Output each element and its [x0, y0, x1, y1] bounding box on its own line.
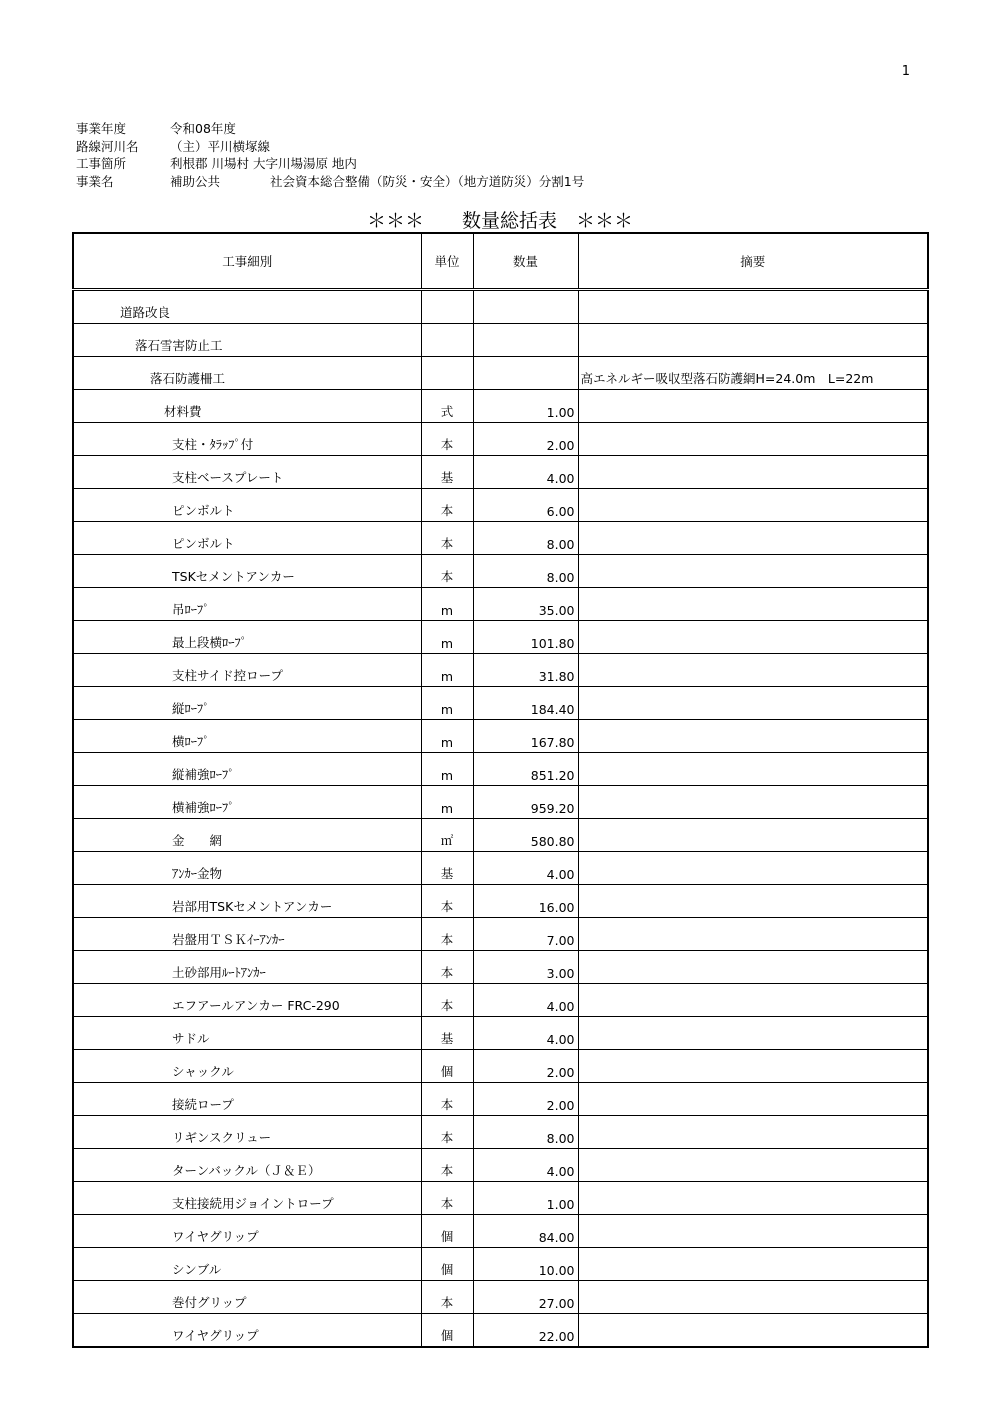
- qty-cell: 31.80: [473, 654, 578, 687]
- table-row: [73, 1182, 928, 1215]
- remark-cell: [578, 423, 928, 456]
- meta-value: （主）平川横塚線: [170, 138, 271, 154]
- unit-cell: m: [421, 621, 473, 654]
- remark-cell: [578, 951, 928, 984]
- unit-cell: 本: [421, 951, 473, 984]
- header-remark: 摘要: [578, 233, 928, 290]
- remark-cell: [578, 456, 928, 489]
- table-row: [73, 852, 928, 885]
- item-cell: ワイヤグリップ: [73, 1314, 421, 1348]
- qty-cell: 2.00: [473, 1083, 578, 1116]
- project-meta: [76, 120, 584, 190]
- item-cell: シンブル: [73, 1248, 421, 1281]
- table-row: [73, 951, 928, 984]
- table-row: [73, 621, 928, 654]
- qty-cell: 2.00: [473, 1050, 578, 1083]
- meta-row: [76, 155, 584, 173]
- item-cell: 横ﾛｰﾌﾟ: [73, 720, 421, 753]
- remark-cell: [578, 819, 928, 852]
- unit-cell: 本: [421, 918, 473, 951]
- remark-cell: [578, 290, 928, 324]
- qty-cell: 1.00: [473, 1182, 578, 1215]
- table-row: [73, 1149, 928, 1182]
- meta-value: 補助公共 社会資本総合整備（防災・安全）（地方道防災）分割1号: [170, 173, 585, 189]
- unit-cell: 本: [421, 1116, 473, 1149]
- item-cell: 金 網: [73, 819, 421, 852]
- item-cell: 縦ﾛｰﾌﾟ: [73, 687, 421, 720]
- table-row: [73, 1248, 928, 1281]
- unit-cell: m: [421, 588, 473, 621]
- item-cell: 岩部用TSKセメントアンカー: [73, 885, 421, 918]
- unit-cell: m: [421, 654, 473, 687]
- remark-cell: [578, 687, 928, 720]
- header-item: 工事細別: [73, 233, 421, 290]
- qty-cell: 2.00: [473, 423, 578, 456]
- remark-cell: [578, 1182, 928, 1215]
- unit-cell: 本: [421, 1182, 473, 1215]
- remark-cell: [578, 588, 928, 621]
- item-cell: ターンバックル（Ｊ＆Ｅ）: [73, 1149, 421, 1182]
- remark-cell: [578, 390, 928, 423]
- remark-cell: 高エネルギー吸収型落石防護網H=24.0m L=22m: [578, 357, 928, 390]
- table-row: [73, 687, 928, 720]
- item-cell: 最上段横ﾛｰﾌﾟ: [73, 621, 421, 654]
- meta-value: 令和08年度: [170, 121, 236, 136]
- meta-row: [76, 120, 584, 138]
- remark-cell: [578, 753, 928, 786]
- remark-cell: [578, 984, 928, 1017]
- meta-label: 路線河川名: [76, 138, 139, 154]
- qty-cell: 8.00: [473, 522, 578, 555]
- table-row: [73, 456, 928, 489]
- unit-cell: 本: [421, 555, 473, 588]
- item-cell: 巻付グリップ: [73, 1281, 421, 1314]
- unit-cell: m: [421, 786, 473, 819]
- item-cell: 道路改良: [73, 290, 421, 324]
- remark-cell: [578, 1281, 928, 1314]
- unit-cell: 個: [421, 1050, 473, 1083]
- qty-cell: 8.00: [473, 1116, 578, 1149]
- meta-value: 利根郡 川場村 大字川場湯原 地内: [170, 156, 357, 171]
- unit-cell: 個: [421, 1314, 473, 1348]
- remark-cell: [578, 1215, 928, 1248]
- unit-cell: 本: [421, 984, 473, 1017]
- meta-row: [76, 138, 584, 156]
- table-row: [73, 1314, 928, 1348]
- table-row: [73, 1017, 928, 1050]
- table-row: [73, 885, 928, 918]
- unit-cell: 個: [421, 1215, 473, 1248]
- table-row: [73, 1281, 928, 1314]
- qty-cell: [473, 290, 578, 324]
- unit-cell: 本: [421, 522, 473, 555]
- remark-cell: [578, 852, 928, 885]
- remark-cell: [578, 1149, 928, 1182]
- meta-label: 事業名: [76, 173, 114, 189]
- qty-cell: 167.80: [473, 720, 578, 753]
- remark-cell: [578, 522, 928, 555]
- item-cell: 岩盤用ＴＳＫｲｰｱﾝｶｰ: [73, 918, 421, 951]
- item-cell: 落石雪害防止工: [73, 324, 421, 357]
- item-cell: 支柱・ﾀﾗｯﾌﾟ付: [73, 423, 421, 456]
- table-row: [73, 918, 928, 951]
- qty-cell: 4.00: [473, 1017, 578, 1050]
- qty-cell: 6.00: [473, 489, 578, 522]
- remark-cell: [578, 621, 928, 654]
- qty-cell: [473, 324, 578, 357]
- qty-cell: 4.00: [473, 1149, 578, 1182]
- meta-label: 工事箇所: [76, 156, 127, 171]
- table-row: [73, 489, 928, 522]
- unit-cell: 本: [421, 885, 473, 918]
- table-row: [73, 786, 928, 819]
- table-row: [73, 819, 928, 852]
- unit-cell: m: [421, 687, 473, 720]
- item-cell: エフアールアンカー FRC-290: [73, 984, 421, 1017]
- qty-cell: 27.00: [473, 1281, 578, 1314]
- unit-cell: [421, 357, 473, 390]
- unit-cell: 本: [421, 423, 473, 456]
- table-row: [73, 357, 928, 390]
- table-row: [73, 720, 928, 753]
- remark-cell: [578, 786, 928, 819]
- remark-cell: [578, 1116, 928, 1149]
- item-cell: ピンボルト: [73, 522, 421, 555]
- table-row: [73, 1083, 928, 1116]
- table-row: [73, 588, 928, 621]
- item-cell: 支柱ベースプレート: [73, 456, 421, 489]
- table-row: [73, 390, 928, 423]
- remark-cell: [578, 1017, 928, 1050]
- item-cell: 土砂部用ﾙｰﾄｱﾝｶｰ: [73, 951, 421, 984]
- item-cell: 横補強ﾛｰﾌﾟ: [73, 786, 421, 819]
- unit-cell: 基: [421, 456, 473, 489]
- remark-cell: [578, 1083, 928, 1116]
- page-number: 1: [901, 64, 910, 79]
- qty-cell: 4.00: [473, 852, 578, 885]
- unit-cell: 基: [421, 852, 473, 885]
- qty-cell: 4.00: [473, 456, 578, 489]
- qty-cell: 22.00: [473, 1314, 578, 1348]
- remark-cell: [578, 489, 928, 522]
- document-title: ＊＊＊ 数量総括表 ＊＊＊: [366, 210, 633, 232]
- qty-cell: 35.00: [473, 588, 578, 621]
- table-row: [73, 1050, 928, 1083]
- item-cell: 縦補強ﾛｰﾌﾟ: [73, 753, 421, 786]
- qty-cell: [473, 357, 578, 390]
- qty-cell: 959.20: [473, 786, 578, 819]
- qty-cell: 1.00: [473, 390, 578, 423]
- qty-cell: 8.00: [473, 555, 578, 588]
- header-unit: 単位: [421, 233, 473, 290]
- table-row: [73, 555, 928, 588]
- qty-cell: 4.00: [473, 984, 578, 1017]
- remark-cell: [578, 654, 928, 687]
- item-cell: ピンボルト: [73, 489, 421, 522]
- table-row: [73, 423, 928, 456]
- remark-cell: [578, 1050, 928, 1083]
- qty-cell: 84.00: [473, 1215, 578, 1248]
- item-cell: 落石防護柵工: [73, 357, 421, 390]
- item-cell: シャックル: [73, 1050, 421, 1083]
- item-cell: 支柱接続用ジョイントロープ: [73, 1182, 421, 1215]
- remark-cell: [578, 1248, 928, 1281]
- unit-cell: 本: [421, 489, 473, 522]
- table-row: [73, 1215, 928, 1248]
- item-cell: 支柱サイド控ロープ: [73, 654, 421, 687]
- meta-label: 事業年度: [76, 121, 127, 136]
- qty-cell: 3.00: [473, 951, 578, 984]
- item-cell: TSKセメントアンカー: [73, 555, 421, 588]
- unit-cell: 本: [421, 1083, 473, 1116]
- unit-cell: m: [421, 753, 473, 786]
- qty-cell: 10.00: [473, 1248, 578, 1281]
- item-cell: 接続ロープ: [73, 1083, 421, 1116]
- unit-cell: 式: [421, 390, 473, 423]
- remark-cell: [578, 720, 928, 753]
- qty-cell: 580.80: [473, 819, 578, 852]
- table-row: [73, 984, 928, 1017]
- qty-cell: 184.40: [473, 687, 578, 720]
- table-row: [73, 522, 928, 555]
- header-quantity: 数量: [473, 233, 578, 290]
- unit-cell: m: [421, 720, 473, 753]
- unit-cell: [421, 290, 473, 324]
- qty-cell: 7.00: [473, 918, 578, 951]
- unit-cell: ㎡: [421, 819, 473, 852]
- remark-cell: [578, 918, 928, 951]
- table-row: [73, 290, 928, 324]
- table-row: [73, 1116, 928, 1149]
- remark-cell: [578, 1314, 928, 1348]
- unit-cell: 本: [421, 1149, 473, 1182]
- qty-cell: 16.00: [473, 885, 578, 918]
- quantity-summary-table: [72, 232, 929, 1348]
- remark-cell: [578, 324, 928, 357]
- qty-cell: 101.80: [473, 621, 578, 654]
- remark-cell: [578, 885, 928, 918]
- item-cell: ワイヤグリップ: [73, 1215, 421, 1248]
- table-row: [73, 324, 928, 357]
- item-cell: 材料費: [73, 390, 421, 423]
- table-row: [73, 654, 928, 687]
- meta-row: [76, 173, 584, 191]
- item-cell: サドル: [73, 1017, 421, 1050]
- item-cell: リギンスクリュー: [73, 1116, 421, 1149]
- unit-cell: 基: [421, 1017, 473, 1050]
- remark-cell: [578, 555, 928, 588]
- unit-cell: [421, 324, 473, 357]
- item-cell: 吊ﾛｰﾌﾟ: [73, 588, 421, 621]
- item-cell: ｱﾝｶｰ金物: [73, 852, 421, 885]
- unit-cell: 本: [421, 1281, 473, 1314]
- table-row: [73, 753, 928, 786]
- table-header-row: [73, 233, 928, 290]
- qty-cell: 851.20: [473, 753, 578, 786]
- unit-cell: 個: [421, 1248, 473, 1281]
